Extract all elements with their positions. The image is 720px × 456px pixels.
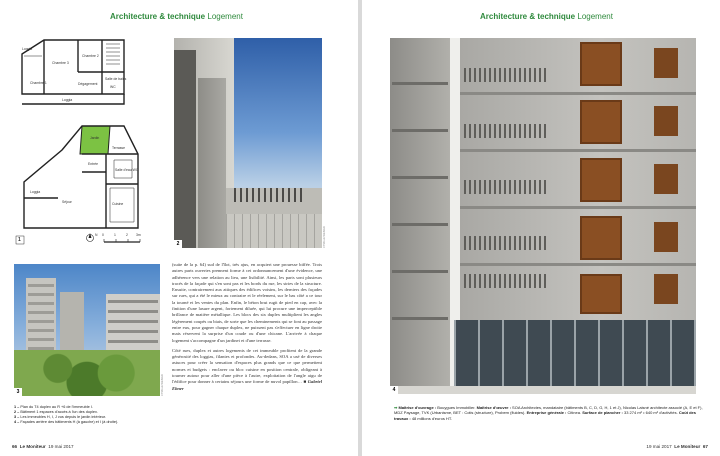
facade-photo <box>390 38 696 394</box>
caption: 1 – Plan du T4 duplex au R +6 de l'immeuble I. <box>14 405 93 409</box>
page-footer: 66 Le Moniteur 19 mai 2017 <box>12 444 74 449</box>
room-label: Loggia <box>62 98 73 102</box>
photo-credit: CYRILLE WEINER <box>323 226 326 248</box>
room-label: Loggia <box>22 47 33 51</box>
room-label: Jardin <box>90 136 100 140</box>
photo-number: 3 <box>14 388 22 396</box>
photo-credit: CYRILLE WEINER <box>161 374 164 396</box>
room-label: Terrasse <box>112 146 126 150</box>
right-page <box>362 0 720 456</box>
room-label: Salle de bains <box>105 77 127 81</box>
room-label: Cuisine <box>112 202 124 206</box>
caption: 3 – Les immeubles H, I, J vus depuis le jardin intérieur. <box>14 415 107 419</box>
room-label: Séjour <box>62 200 72 204</box>
room-label: Chambre 1 <box>30 81 47 85</box>
project-credits: ➡ Maîtrise d'ouvrage : Bouygues Immobilier. Maîtrise d'œuvre : SOA Architectes, mandataire (bâtiments B, C, D, G, H, 1 et J), Nicolas Laisné architecte associé (A, E et F), MDZ Paysage, TVK (Urbanisme, BET : Cotis (structure), Probem (fluides). Entreprise générale : Citinea. Surface de plancher : 33 274 m² • 640 m² d'activités. Coût des travaux : 48 millions d'euros HT. <box>394 405 703 421</box>
scale-label: 2 <box>126 233 128 237</box>
arrow-icon: ➡ <box>394 405 398 410</box>
article-paragraph: (suite de la p. 64) sud de l'îlot, très ajus, en acquiert une prouesse biffée. Trois autres parts ouvertes prennent forme à cet ordonnancement d'une évidence, une adhérence vers une relation au lieu, une lisibilité. Ainsi, les parts sont plusieurs tracés de la façade qui s'en sont pas et les bords du rue, les stries de la structure. Ensuite, contrairement aux attiques des édifices voisins, les derniers des façades sur rues, qui a été le mieux au contraire et le réelement, sur le bas côté a ce tour la tourné et les ventes du plan. Enfin, le béton brut rugit de pied en cap, avec la finition d'une lasure argent, fortement diluée, qui lui procure une imperceptible brillance de matière métallique. Les blocs des six duplex multiplient les angles légèrement coupés ou biais, de sorte que les cheminements qui se font au passage entre eux, pour gagner chaque duplex, ne puissent pas s'effectuer en ligne droite mais réservent la surprise d'un coude ou d'une chicane. L'arrivée à chaque logement s'accompagne d'un jardinet et d'une terrasse. <box>172 262 322 343</box>
room-label: Entrée <box>88 162 98 166</box>
scale-label: 1 <box>114 233 116 237</box>
room-label: WC <box>110 85 116 89</box>
caption: 2 – Bâtiment 1 espaces d'accès à l'un des duplex. <box>14 410 98 414</box>
article-body <box>172 262 322 396</box>
section-rubric: Architecture & technique Logement <box>110 12 243 21</box>
photo-captions <box>14 405 166 425</box>
scale-label: 0 <box>102 233 104 237</box>
room-label: Chambre 3 <box>52 61 69 65</box>
left-page <box>0 0 358 456</box>
caption: 4 – Façades arrière des bâtiments H (à gauche) et I (à droite). <box>14 420 119 424</box>
floor-plan <box>12 32 160 246</box>
room-label: Salle d'eau WC <box>115 168 139 172</box>
photo-number: 2 <box>174 240 182 248</box>
photo-number: 4 <box>390 386 398 394</box>
room-label: Loggia <box>30 190 41 194</box>
terrace-photo <box>174 38 322 248</box>
room-label: Chambre 2 <box>82 54 99 58</box>
room-label: Dégagement <box>78 82 98 86</box>
article-paragraph: Côté rues, duplex et autres logements de cet immeuble profitent de la grande générosité des loggias, filantes et profondes. Au-dedans, SOA a usé de diverses astuces pour créer la sensation d'espaces plus grands que ce que permettent normes et budgets : enclaver ou bloc cuisine en position centrale, obligeant à tourner autour pour aller d'une pièce à l'autre, exploitation de l'angle aigu de l'édifice pour donner à certains séjours une forme de nuvol papillon… ■ Gabriel Ebner <box>172 347 323 391</box>
garden-photo <box>14 264 160 396</box>
section-rubric: Architecture & technique Logement <box>480 12 613 21</box>
photo-number: 1 <box>18 237 21 243</box>
scale-label: 3m <box>136 233 141 237</box>
north-label: N <box>95 233 98 237</box>
floor-plan-drawing <box>12 32 160 246</box>
author-signature: ■ Gabriel Ebner <box>172 379 323 391</box>
page-footer: 19 mai 2017 Le Moniteur 67 <box>646 444 708 449</box>
